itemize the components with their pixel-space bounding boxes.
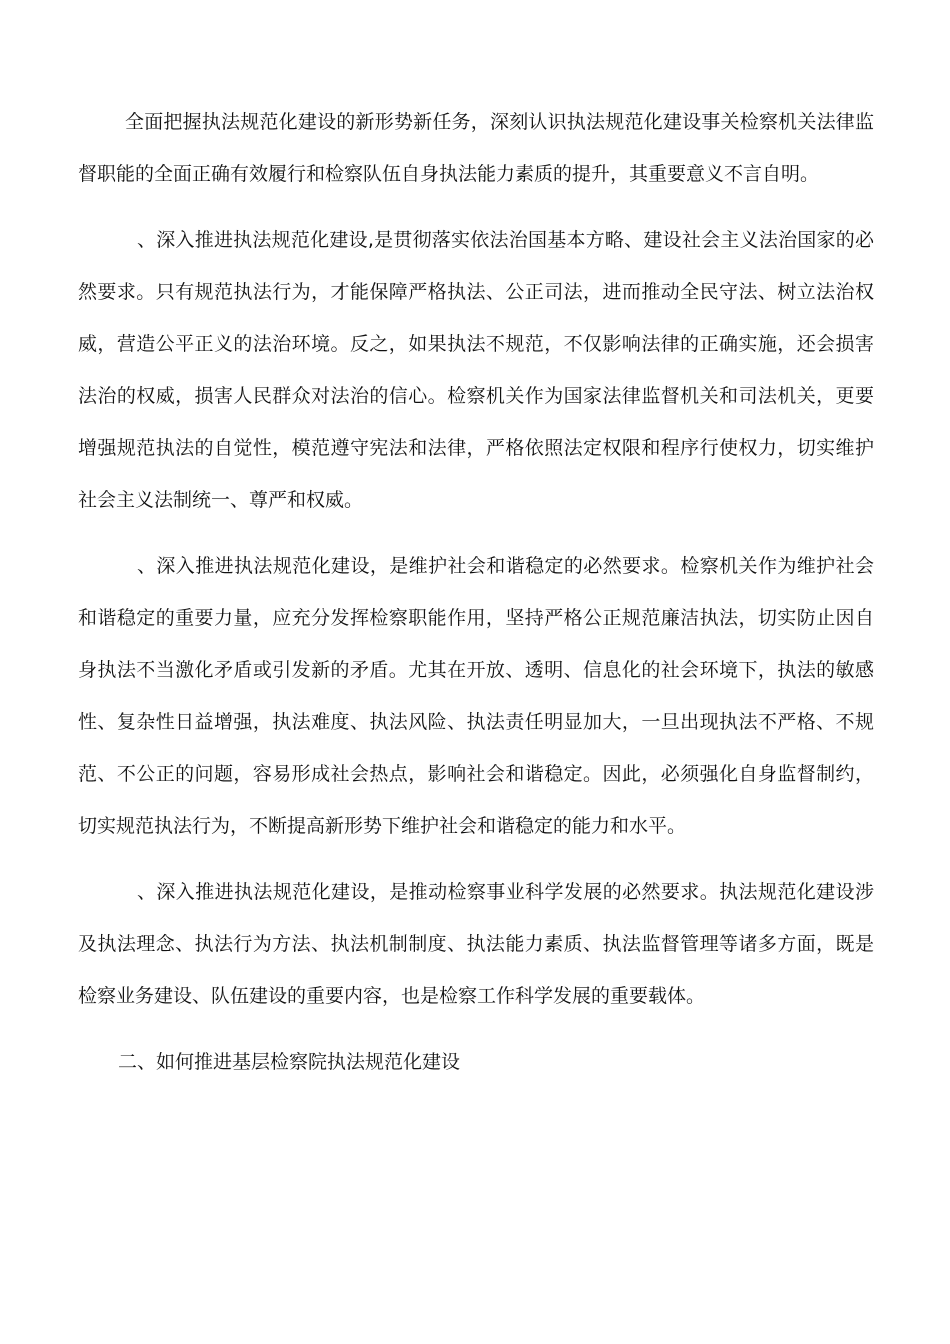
social-stability-paragraph: 、深入推进执法规范化建设，是维护社会和谐稳定的必然要求。检察机关作为维护社会和谐稳定的重要力量，应充分发挥检察职能作用，坚持严格公正规范廉洁执法，切实防止因自身执法不当激化矛盾或引发新的矛盾。尤其在开放、透明、信息化的社会环境下，执法的敏感性、复杂性日益增强，执法难度、执法风险、执法责任明显加大，一旦出现执法不严格、不规范、不公正的问题，容易形成社会热点，影响社会和谐稳定。因此，必须强化自身监督制约，切实规范执法行为，不断提高新形势下维护社会和谐稳定的能力和水平。	[78, 555, 874, 837]
section-heading: 二、如何推进基层检察院执法规范化建设	[118, 1051, 461, 1073]
scientific-development-paragraph: 、深入推进执法规范化建设，是推动检察事业科学发展的必然要求。执法规范化建设涉及执法理念、执法行为方法、执法机制制度、执法能力素质、执法监督管理等诸多方面，既是检察业务建设、队伍建设的重要内容，也是检察工作科学发展的重要载体。	[78, 881, 874, 1007]
rule-of-law-paragraph: 、深入推进执法规范化建设,是贯彻落实依法治国基本方略、建设社会主义法治国家的必然要求。只有规范执法行为，才能保障严格执法、公正司法，进而推动全民守法、树立法治权威，营造公平正义的法治环境。反之，如果执法不规范，不仅影响法律的正确实施，还会损害法治的权威，损害人民群众对法治的信心。检察机关作为国家法律监督机关和司法机关，更要增强规范执法的自觉性，模范遵守宪法和法律，严格依照法定权限和程序行使权力，切实维护社会主义法制统一、尊严和权威。	[78, 229, 874, 511]
intro-paragraph: 全面把握执法规范化建设的新形势新任务，深刻认识执法规范化建设事关检察机关法律监督职能的全面正确有效履行和检察队伍自身执法能力素质的提升，其重要意义不言自明。	[78, 111, 874, 185]
document-page	[78, 96, 874, 1088]
